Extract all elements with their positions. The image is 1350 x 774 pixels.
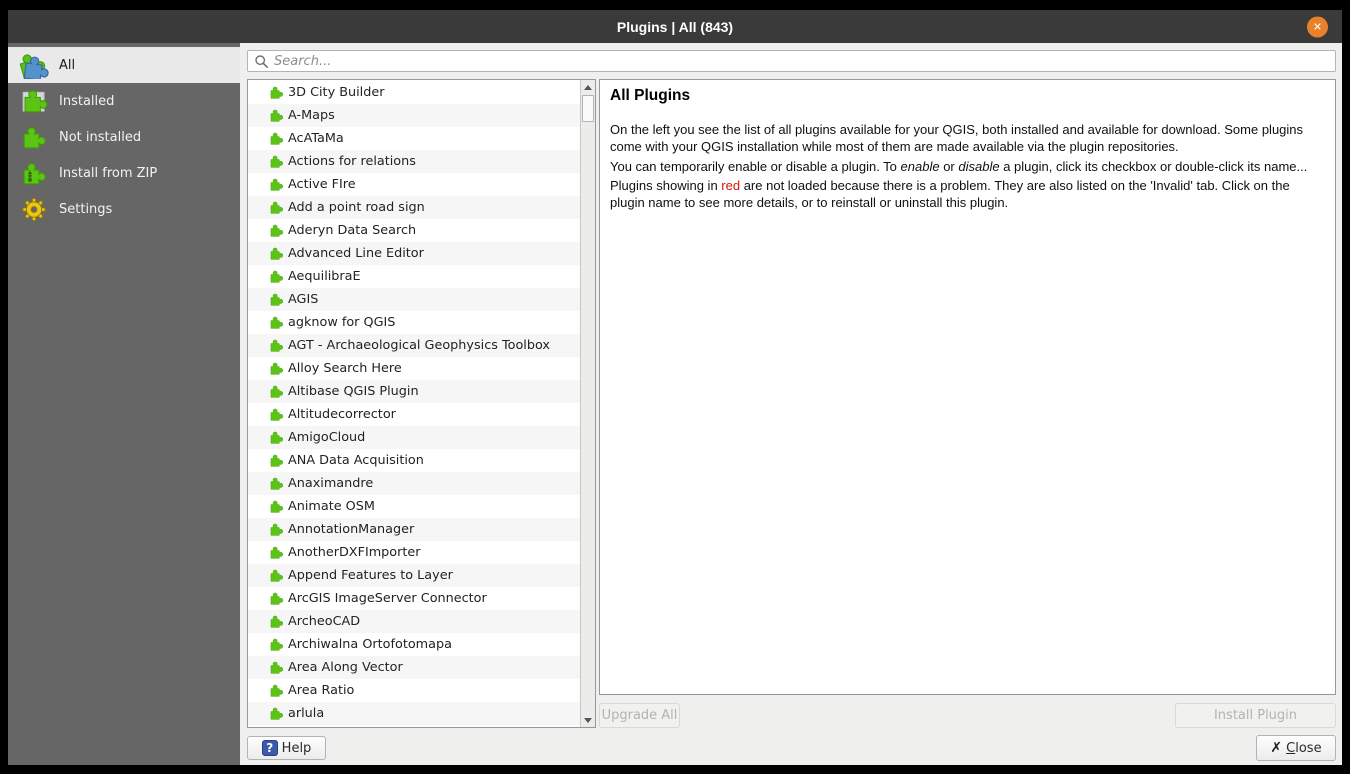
plugin-puzzle-icon bbox=[270, 109, 283, 122]
plugin-list-item[interactable] bbox=[248, 472, 580, 495]
plugin-list-item[interactable] bbox=[248, 357, 580, 380]
panel-text: Plugins showing in bbox=[610, 177, 722, 193]
plugin-name: arlula bbox=[288, 706, 325, 721]
plugin-name: Alloy Search Here bbox=[288, 361, 402, 376]
plugin-name: ArcheoCAD bbox=[288, 614, 361, 629]
plugin-list-item[interactable] bbox=[248, 150, 580, 173]
plugin-puzzle-icon bbox=[270, 500, 283, 513]
plugin-name: ArcGIS ImageServer Connector bbox=[288, 591, 487, 606]
help-label: Help bbox=[281, 740, 312, 756]
plugin-name: Archiwalna Ortofotomapa bbox=[288, 637, 452, 652]
details-column bbox=[599, 79, 1336, 728]
panel-text: a plugin, click its checkbox or double-click its name... bbox=[999, 158, 1308, 174]
plugin-puzzle-icon bbox=[270, 385, 283, 398]
plugin-list-item[interactable] bbox=[248, 725, 580, 728]
scroll-up-button[interactable] bbox=[581, 80, 595, 94]
plugin-name: A-Maps bbox=[288, 108, 335, 123]
plugin-name: 3D City Builder bbox=[288, 85, 385, 100]
plugin-list-item[interactable] bbox=[248, 242, 580, 265]
plugin-list-item[interactable] bbox=[248, 288, 580, 311]
sidebar-item-not-installed[interactable] bbox=[8, 119, 240, 155]
plugin-puzzle-icon bbox=[270, 684, 283, 697]
scrollbar-thumb[interactable] bbox=[582, 95, 594, 122]
plugin-puzzle-icon bbox=[270, 615, 283, 628]
panel-text-italic: disable bbox=[958, 158, 1000, 174]
sidebar-item-label: All bbox=[59, 57, 76, 73]
plugin-puzzle-icon bbox=[270, 247, 283, 260]
window-close-button[interactable] bbox=[1307, 16, 1328, 37]
plugin-puzzle-icon bbox=[270, 132, 283, 145]
plugin-puzzle-icon bbox=[270, 707, 283, 720]
search-box bbox=[247, 50, 1336, 72]
plugin-puzzle-icon bbox=[270, 661, 283, 674]
panel-text: or bbox=[939, 158, 959, 174]
plugin-puzzle-icon bbox=[270, 569, 283, 582]
plugin-list-item[interactable] bbox=[248, 702, 580, 725]
search-icon bbox=[254, 54, 269, 69]
plugin-name: ANA Data Acquisition bbox=[288, 453, 424, 468]
plugin-name: AnotherDXFImporter bbox=[288, 545, 421, 560]
search-input[interactable] bbox=[274, 54, 1329, 69]
plugin-details-panel bbox=[599, 79, 1336, 695]
plugin-name: Area Along Vector bbox=[288, 660, 403, 675]
sidebar-item-settings[interactable] bbox=[8, 191, 240, 227]
arrow-down-icon bbox=[584, 718, 592, 723]
plugin-name: Altibase QGIS Plugin bbox=[288, 384, 419, 399]
plugin-list-item[interactable] bbox=[248, 426, 580, 449]
install-plugin-button[interactable]: Install Plugin bbox=[1175, 703, 1336, 728]
plugin-name: AGT - Archaeological Geophysics Toolbox bbox=[288, 338, 550, 353]
plugins-installed-icon bbox=[18, 89, 50, 113]
plugin-puzzle-icon bbox=[270, 523, 283, 536]
plugin-puzzle-icon bbox=[270, 408, 283, 421]
plugin-name: AequilibraE bbox=[288, 269, 361, 284]
plugin-list-item[interactable] bbox=[248, 679, 580, 702]
plugin-name: AGIS bbox=[288, 292, 319, 307]
plugin-list-item[interactable] bbox=[248, 81, 580, 104]
plugin-list-item[interactable] bbox=[248, 403, 580, 426]
plugin-list-item[interactable] bbox=[248, 173, 580, 196]
panel-text: You can temporarily enable or disable a plugin. To bbox=[610, 158, 901, 174]
plugin-puzzle-icon bbox=[270, 477, 283, 490]
plugin-name: Append Features to Layer bbox=[288, 568, 453, 583]
plugin-list-item[interactable] bbox=[248, 196, 580, 219]
plugin-list-scrollbar[interactable] bbox=[580, 80, 595, 727]
plugin-puzzle-icon bbox=[270, 155, 283, 168]
plugin-list-item[interactable] bbox=[248, 518, 580, 541]
panel-paragraph bbox=[610, 121, 1325, 156]
plugin-puzzle-icon bbox=[270, 86, 283, 99]
sidebar-item-label: Not installed bbox=[59, 129, 142, 145]
plugin-list-item[interactable] bbox=[248, 633, 580, 656]
sidebar bbox=[8, 43, 240, 765]
plugin-list-item[interactable] bbox=[248, 564, 580, 587]
upgrade-all-button[interactable]: Upgrade All bbox=[599, 703, 680, 728]
plugin-puzzle-icon bbox=[270, 592, 283, 605]
close-x-icon: ✗ bbox=[1270, 740, 1283, 756]
window-title: Plugins | All (843) bbox=[616, 18, 734, 35]
plugin-name: Animate OSM bbox=[288, 499, 375, 514]
help-button[interactable] bbox=[247, 736, 326, 760]
plugin-puzzle-icon bbox=[270, 224, 283, 237]
plugin-name: Advanced Line Editor bbox=[288, 246, 424, 261]
plugin-name: Area Ratio bbox=[288, 683, 355, 698]
plugin-list-item[interactable] bbox=[248, 541, 580, 564]
sidebar-item-all[interactable] bbox=[8, 47, 240, 83]
settings-gear-icon bbox=[18, 197, 50, 222]
plugin-list-item[interactable] bbox=[248, 334, 580, 357]
sidebar-item-install-from-zip[interactable] bbox=[8, 155, 240, 191]
arrow-up-icon bbox=[584, 85, 592, 90]
close-button[interactable] bbox=[1256, 735, 1336, 761]
main-area bbox=[240, 43, 1342, 765]
panel-paragraphs bbox=[610, 121, 1325, 211]
plugins-install-zip-icon bbox=[18, 162, 50, 185]
plugin-puzzle-icon bbox=[270, 454, 283, 467]
plugin-puzzle-icon bbox=[270, 293, 283, 306]
plugin-list-item[interactable] bbox=[248, 495, 580, 518]
plugin-list-item[interactable] bbox=[248, 449, 580, 472]
window-close-icon: ✕ bbox=[1312, 20, 1323, 33]
sidebar-item-label: Settings bbox=[59, 201, 113, 217]
panel-text-red: red bbox=[721, 177, 741, 193]
plugin-name: Anaximandre bbox=[288, 476, 374, 491]
action-button-row bbox=[599, 703, 1336, 728]
plugin-name: AmigoCloud bbox=[288, 430, 366, 445]
plugin-list-item[interactable] bbox=[248, 610, 580, 633]
sidebar-item-label: Installed bbox=[59, 93, 115, 109]
plugin-list-item[interactable] bbox=[248, 311, 580, 334]
help-question-icon: ? bbox=[262, 740, 278, 756]
plugin-name: AnnotationManager bbox=[288, 522, 415, 537]
scroll-down-button[interactable] bbox=[581, 713, 595, 727]
plugin-list-item[interactable] bbox=[248, 104, 580, 127]
plugin-puzzle-icon bbox=[270, 316, 283, 329]
plugin-list-item[interactable] bbox=[248, 587, 580, 610]
panel-heading: All Plugins bbox=[610, 87, 691, 104]
panel-paragraph bbox=[610, 177, 1325, 212]
plugin-name: AcATaMa bbox=[288, 131, 344, 146]
plugin-puzzle-icon bbox=[270, 362, 283, 375]
plugin-puzzle-icon bbox=[270, 339, 283, 352]
plugin-puzzle-icon bbox=[270, 270, 283, 283]
plugin-name: Aderyn Data Search bbox=[288, 223, 417, 238]
plugin-puzzle-icon bbox=[270, 431, 283, 444]
panel-text: are not loaded because there is a problem. They are also listed on the 'Invalid' tab. Click on the plugin name to see more details, or to reinstall or uninstall this plugin. bbox=[610, 177, 1290, 211]
plugin-puzzle-icon bbox=[270, 201, 283, 214]
plugin-name: Altitudecorrector bbox=[288, 407, 396, 422]
plugin-list bbox=[247, 79, 596, 728]
plugin-puzzle-icon bbox=[270, 638, 283, 651]
plugin-list-item[interactable] bbox=[248, 380, 580, 403]
plugin-name: Actions for relations bbox=[288, 154, 416, 169]
sidebar-item-installed[interactable] bbox=[8, 83, 240, 119]
plugin-name: Add a point road sign bbox=[288, 200, 425, 215]
plugin-list-item[interactable] bbox=[248, 656, 580, 679]
plugins-not-installed-icon bbox=[18, 126, 50, 149]
panel-text-italic: enable bbox=[900, 158, 940, 174]
plugin-list-rows bbox=[248, 81, 580, 728]
close-label: Close bbox=[1286, 740, 1322, 756]
sidebar-item-label: Install from ZIP bbox=[59, 165, 158, 181]
titlebar bbox=[8, 10, 1342, 43]
plugin-puzzle-icon bbox=[270, 546, 283, 559]
plugins-dialog bbox=[8, 10, 1342, 765]
content-row bbox=[247, 79, 1336, 728]
plugin-list-item[interactable] bbox=[248, 127, 580, 150]
plugin-list-item[interactable] bbox=[248, 265, 580, 288]
plugin-puzzle-icon bbox=[270, 178, 283, 191]
panel-text: On the left you see the list of all plugins available for your QGIS, both installed and available for download. Some plugins come with your QGIS installation while most of them are made available via the plugin repositories. bbox=[610, 122, 1304, 155]
plugin-name: agknow for QGIS bbox=[288, 315, 396, 330]
footer-row bbox=[247, 735, 1336, 761]
plugin-name: Active FIre bbox=[288, 177, 356, 192]
plugin-list-item[interactable] bbox=[248, 219, 580, 242]
plugins-all-icon bbox=[18, 52, 50, 79]
panel-paragraph bbox=[610, 158, 1325, 175]
dialog-body bbox=[8, 43, 1342, 765]
